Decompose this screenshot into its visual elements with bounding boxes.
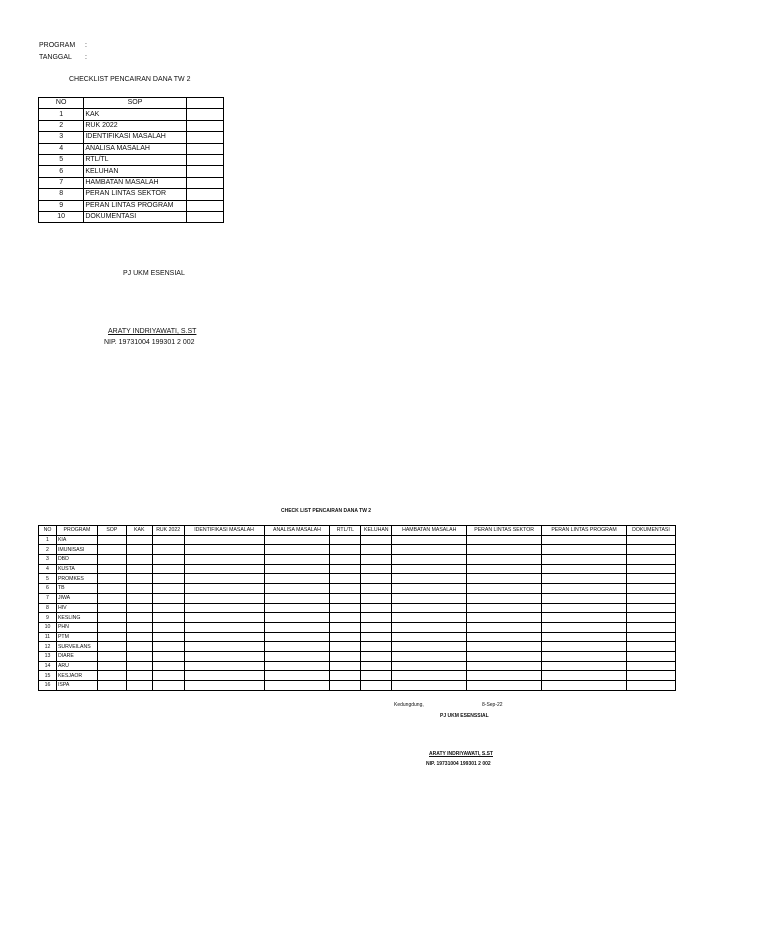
checklist-check-cell <box>626 574 675 584</box>
checklist-check-cell <box>152 651 184 661</box>
sop-table-row <box>39 166 224 177</box>
checklist-check-cell <box>626 671 675 681</box>
checklist-check-cell <box>392 555 467 565</box>
checklist-check-cell <box>126 681 152 691</box>
checklist-check-cell <box>126 584 152 594</box>
checklist-check-cell <box>184 545 264 555</box>
checklist-check-cell <box>264 661 330 671</box>
checklist-header-cell: RTL/TL <box>330 526 361 536</box>
checklist-check-cell <box>97 535 126 545</box>
checklist-check-cell <box>542 651 627 661</box>
checklist-row-no: 4 <box>39 564 57 574</box>
checklist-check-cell <box>184 681 264 691</box>
checklist-check-cell <box>97 661 126 671</box>
checklist-check-cell <box>184 584 264 594</box>
checklist-check-cell <box>626 681 675 691</box>
checklist-check-cell <box>392 661 467 671</box>
sop-row-no: 9 <box>39 200 84 211</box>
checklist-check-cell <box>330 564 361 574</box>
checklist-row <box>39 661 676 671</box>
checklist-check-cell <box>152 535 184 545</box>
checklist-check-cell <box>467 574 542 584</box>
checklist-check-cell <box>467 545 542 555</box>
sop-row-no: 3 <box>39 132 84 143</box>
checklist-check-cell <box>126 603 152 613</box>
checklist-row <box>39 632 676 642</box>
checklist-check-cell <box>361 613 392 623</box>
checklist-check-cell <box>184 535 264 545</box>
checklist-check-cell <box>184 574 264 584</box>
checklist-check-cell <box>126 642 152 652</box>
checklist-check-cell <box>97 545 126 555</box>
checklist-check-cell <box>361 584 392 594</box>
checklist-header-cell: RUK 2022 <box>152 526 184 536</box>
checklist-check-cell <box>97 681 126 691</box>
checklist-row-no: 3 <box>39 555 57 565</box>
document-title: CHECKLIST PENCAIRAN DANA TW 2 <box>69 76 191 83</box>
checklist-check-cell <box>152 593 184 603</box>
checklist-header-cell: PERAN LINTAS SEKTOR <box>467 526 542 536</box>
checklist-row <box>39 613 676 623</box>
checklist-check-cell <box>330 651 361 661</box>
sop-row-item: PERAN LINTAS PROGRAM <box>84 200 186 211</box>
checklist-check-cell <box>392 681 467 691</box>
checklist-check-cell <box>467 535 542 545</box>
checklist-check-cell <box>152 584 184 594</box>
checklist-check-cell <box>467 613 542 623</box>
checklist-check-cell <box>392 535 467 545</box>
checklist-check-cell <box>361 642 392 652</box>
checklist-check-cell <box>626 651 675 661</box>
checklist-check-cell <box>184 651 264 661</box>
sop-row-item: ANALISA MASALAH <box>84 143 186 154</box>
checklist-check-cell <box>126 593 152 603</box>
checklist-check-cell <box>152 661 184 671</box>
checklist-check-cell <box>392 671 467 681</box>
checklist-row <box>39 574 676 584</box>
sop-row-item: IDENTIFIKASI MASALAH <box>84 132 186 143</box>
checklist-check-cell <box>626 632 675 642</box>
checklist-check-cell <box>542 642 627 652</box>
checklist-header-cell: KAK <box>126 526 152 536</box>
checklist-check-cell <box>126 671 152 681</box>
program-colon: : <box>85 42 87 49</box>
checklist-check-cell <box>330 555 361 565</box>
sop-row-no: 8 <box>39 189 84 200</box>
checklist-row-program: DBD <box>56 555 97 565</box>
checklist-check-cell <box>392 584 467 594</box>
checklist-check-cell <box>361 632 392 642</box>
checklist-check-cell <box>467 564 542 574</box>
checklist-check-cell <box>626 545 675 555</box>
checklist-row-program: TB <box>56 584 97 594</box>
sop-row-item: PERAN LINTAS SEKTOR <box>84 189 186 200</box>
program-label: PROGRAM <box>39 42 76 49</box>
checklist-header-cell: HAMBATAN MASALAH <box>392 526 467 536</box>
checklist-row-program: JIWA <box>56 593 97 603</box>
sop-row-check-cell <box>186 109 223 120</box>
signature-top-name: ARATY INDRIYAWATI, S.ST <box>108 328 197 335</box>
checklist-check-cell <box>126 574 152 584</box>
checklist-check-cell <box>542 622 627 632</box>
checklist-row <box>39 681 676 691</box>
checklist-check-cell <box>152 622 184 632</box>
sop-row-check-cell <box>186 132 223 143</box>
checklist-check-cell <box>184 632 264 642</box>
checklist-check-cell <box>467 642 542 652</box>
checklist-row-program: KIA <box>56 535 97 545</box>
checklist-check-cell <box>184 661 264 671</box>
checklist-row <box>39 603 676 613</box>
checklist-check-cell <box>97 642 126 652</box>
checklist-check-cell <box>467 584 542 594</box>
checklist-row-program: IMUNISASI <box>56 545 97 555</box>
checklist-header-cell: DOKUMENTASI <box>626 526 675 536</box>
checklist-check-cell <box>97 564 126 574</box>
checklist-check-cell <box>97 671 126 681</box>
checklist-check-cell <box>264 584 330 594</box>
checklist-row-program: KUSTA <box>56 564 97 574</box>
checklist-check-cell <box>626 642 675 652</box>
checklist-check-cell <box>626 564 675 574</box>
sop-row-item: KAK <box>84 109 186 120</box>
checklist-row-program: ISPA <box>56 681 97 691</box>
checklist-check-cell <box>97 622 126 632</box>
checklist-check-cell <box>330 574 361 584</box>
checklist-check-cell <box>361 555 392 565</box>
checklist-check-cell <box>626 535 675 545</box>
checklist-check-cell <box>264 613 330 623</box>
checklist-check-cell <box>626 661 675 671</box>
checklist-row-program: SURVEILANS <box>56 642 97 652</box>
checklist-check-cell <box>97 632 126 642</box>
checklist-table <box>38 525 676 691</box>
checklist-check-cell <box>542 613 627 623</box>
sop-row-item: KELUHAN <box>84 166 186 177</box>
checklist-row-program: KESJAOR <box>56 671 97 681</box>
sop-table-row <box>39 143 224 154</box>
checklist-header-cell: SOP <box>97 526 126 536</box>
checklist-check-cell <box>126 564 152 574</box>
checklist-header-cell: PROGRAM <box>56 526 97 536</box>
checklist-row <box>39 545 676 555</box>
checklist-row-program: PROMKES <box>56 574 97 584</box>
checklist-row <box>39 671 676 681</box>
sop-table-header-row <box>39 98 224 109</box>
checklist-check-cell <box>264 671 330 681</box>
sop-table-row <box>39 211 224 222</box>
checklist-header-row <box>39 526 676 536</box>
checklist-check-cell <box>361 535 392 545</box>
sop-row-no: 2 <box>39 120 84 131</box>
checklist-check-cell <box>184 613 264 623</box>
tanggal-label: TANGGAL <box>39 54 72 61</box>
checklist-check-cell <box>626 613 675 623</box>
checklist-header-cell: IDENTIFIKASI MASALAH <box>184 526 264 536</box>
checklist-header-cell: PERAN LINTAS PROGRAM <box>542 526 627 536</box>
checklist-check-cell <box>152 642 184 652</box>
checklist-row-program: ARU <box>56 661 97 671</box>
checklist-check-cell <box>542 632 627 642</box>
sop-row-no: 10 <box>39 211 84 222</box>
checklist-check-cell <box>392 574 467 584</box>
signature-bottom-name: ARATY INDRIYAWATI, S.ST <box>429 751 493 757</box>
checklist-check-cell <box>626 593 675 603</box>
checklist-check-cell <box>330 535 361 545</box>
checklist-check-cell <box>97 651 126 661</box>
sop-row-no: 4 <box>39 143 84 154</box>
checklist-row-program: KESLING <box>56 613 97 623</box>
checklist-row <box>39 622 676 632</box>
signature-bottom-role: PJ UKM ESENSSIAL <box>440 713 489 719</box>
checklist-check-cell <box>392 613 467 623</box>
checklist-check-cell <box>184 593 264 603</box>
checklist-check-cell <box>542 661 627 671</box>
checklist-check-cell <box>361 564 392 574</box>
checklist-check-cell <box>467 593 542 603</box>
checklist-check-cell <box>126 651 152 661</box>
sop-row-item: DOKUMENTASI <box>84 211 186 222</box>
sop-row-check-cell <box>186 177 223 188</box>
checklist-check-cell <box>542 603 627 613</box>
checklist-check-cell <box>392 603 467 613</box>
checklist-check-cell <box>467 661 542 671</box>
checklist-check-cell <box>392 632 467 642</box>
checklist-check-cell <box>264 603 330 613</box>
checklist-check-cell <box>626 603 675 613</box>
checklist-check-cell <box>97 555 126 565</box>
sop-table-row <box>39 189 224 200</box>
checklist-check-cell <box>361 622 392 632</box>
sop-row-check-cell <box>186 166 223 177</box>
checklist-row-program: DIARE <box>56 651 97 661</box>
checklist-row-no: 13 <box>39 651 57 661</box>
checklist-check-cell <box>361 603 392 613</box>
sop-header-sop: SOP <box>84 98 186 109</box>
checklist-check-cell <box>361 593 392 603</box>
checklist-check-cell <box>97 593 126 603</box>
signature-bottom-nip: NIP. 19731004 199301 2 002 <box>426 761 491 767</box>
checklist-check-cell <box>97 603 126 613</box>
checklist-check-cell <box>126 661 152 671</box>
checklist-check-cell <box>330 661 361 671</box>
checklist-check-cell <box>392 593 467 603</box>
checklist-check-cell <box>392 545 467 555</box>
sop-row-item: HAMBATAN MASALAH <box>84 177 186 188</box>
checklist-check-cell <box>330 681 361 691</box>
tanggal-colon: : <box>85 54 87 61</box>
signature-bottom-place: Kedungdung, <box>394 702 424 708</box>
checklist-check-cell <box>152 681 184 691</box>
checklist-check-cell <box>264 545 330 555</box>
checklist-row-no: 12 <box>39 642 57 652</box>
checklist-row <box>39 535 676 545</box>
checklist-check-cell <box>626 584 675 594</box>
sop-table-row <box>39 200 224 211</box>
checklist-row-no: 5 <box>39 574 57 584</box>
signature-top-role: PJ UKM ESENSIAL <box>123 270 185 277</box>
checklist-check-cell <box>152 545 184 555</box>
checklist-check-cell <box>152 603 184 613</box>
checklist-check-cell <box>152 632 184 642</box>
checklist-check-cell <box>264 593 330 603</box>
sop-row-item: RTL/TL <box>84 154 186 165</box>
checklist-check-cell <box>467 622 542 632</box>
checklist-check-cell <box>361 574 392 584</box>
checklist-check-cell <box>184 622 264 632</box>
checklist-check-cell <box>542 545 627 555</box>
checklist-check-cell <box>330 671 361 681</box>
sop-row-check-cell <box>186 120 223 131</box>
checklist-check-cell <box>184 642 264 652</box>
checklist-check-cell <box>361 661 392 671</box>
checklist-check-cell <box>126 535 152 545</box>
checklist-row-no: 15 <box>39 671 57 681</box>
checklist-check-cell <box>361 651 392 661</box>
checklist-header-cell: ANALISA MASALAH <box>264 526 330 536</box>
checklist-check-cell <box>542 564 627 574</box>
checklist-check-cell <box>264 535 330 545</box>
checklist-check-cell <box>542 671 627 681</box>
sop-header-no: NO <box>39 98 84 109</box>
checklist-row-no: 16 <box>39 681 57 691</box>
checklist-check-cell <box>361 545 392 555</box>
sop-row-no: 7 <box>39 177 84 188</box>
checklist-check-cell <box>467 681 542 691</box>
checklist-check-cell <box>152 613 184 623</box>
checklist-row-program: PTM <box>56 632 97 642</box>
checklist-check-cell <box>152 564 184 574</box>
checklist-row <box>39 593 676 603</box>
checklist-check-cell <box>542 535 627 545</box>
checklist-row <box>39 564 676 574</box>
checklist-row-no: 1 <box>39 535 57 545</box>
sop-table-row <box>39 177 224 188</box>
checklist-header-cell: NO <box>39 526 57 536</box>
sop-table-row <box>39 132 224 143</box>
checklist-check-cell <box>264 622 330 632</box>
checklist-check-cell <box>97 584 126 594</box>
checklist-check-cell <box>126 613 152 623</box>
checklist-check-cell <box>152 574 184 584</box>
checklist-check-cell <box>126 545 152 555</box>
checklist-check-cell <box>184 671 264 681</box>
sop-table-row <box>39 154 224 165</box>
sop-row-check-cell <box>186 200 223 211</box>
checklist-row <box>39 651 676 661</box>
checklist-row-program: PHN <box>56 622 97 632</box>
checklist-check-cell <box>264 555 330 565</box>
checklist-row-no: 7 <box>39 593 57 603</box>
checklist-check-cell <box>126 622 152 632</box>
checklist-check-cell <box>97 613 126 623</box>
checklist-check-cell <box>542 593 627 603</box>
checklist-row-no: 2 <box>39 545 57 555</box>
checklist-check-cell <box>330 593 361 603</box>
checklist-row-no: 11 <box>39 632 57 642</box>
checklist-check-cell <box>542 681 627 691</box>
checklist-check-cell <box>126 555 152 565</box>
checklist-check-cell <box>264 564 330 574</box>
checklist-check-cell <box>330 632 361 642</box>
checklist-row-program: HIV <box>56 603 97 613</box>
checklist-check-cell <box>330 642 361 652</box>
checklist-check-cell <box>152 671 184 681</box>
checklist-check-cell <box>184 564 264 574</box>
sop-row-no: 6 <box>39 166 84 177</box>
checklist-row <box>39 584 676 594</box>
checklist-row-no: 8 <box>39 603 57 613</box>
checklist-check-cell <box>152 555 184 565</box>
checklist-check-cell <box>467 651 542 661</box>
sop-row-no: 5 <box>39 154 84 165</box>
sop-table <box>38 97 224 223</box>
checklist-check-cell <box>264 651 330 661</box>
checklist-row <box>39 555 676 565</box>
checklist-check-cell <box>264 574 330 584</box>
checklist-check-cell <box>330 584 361 594</box>
signature-bottom-date: 8-Sep-22 <box>482 702 503 708</box>
checklist-check-cell <box>361 681 392 691</box>
checklist-check-cell <box>467 671 542 681</box>
checklist-check-cell <box>626 622 675 632</box>
checklist-row-no: 14 <box>39 661 57 671</box>
checklist-check-cell <box>264 632 330 642</box>
signature-top-nip: NIP. 19731004 199301 2 002 <box>104 339 195 346</box>
checklist-check-cell <box>361 671 392 681</box>
checklist-check-cell <box>330 545 361 555</box>
checklist-check-cell <box>626 555 675 565</box>
sop-row-check-cell <box>186 154 223 165</box>
checklist-check-cell <box>330 613 361 623</box>
checklist-row <box>39 642 676 652</box>
checklist-check-cell <box>392 564 467 574</box>
checklist-check-cell <box>392 622 467 632</box>
checklist-check-cell <box>467 603 542 613</box>
checklist-check-cell <box>330 603 361 613</box>
checklist-check-cell <box>184 555 264 565</box>
sop-row-item: RUK 2022 <box>84 120 186 131</box>
sop-table-row <box>39 120 224 131</box>
checklist-check-cell <box>264 681 330 691</box>
checklist-check-cell <box>542 574 627 584</box>
checklist-check-cell <box>264 642 330 652</box>
checklist-check-cell <box>126 632 152 642</box>
checklist-header-cell: KELUHAN <box>361 526 392 536</box>
sop-row-check-cell <box>186 211 223 222</box>
checklist-check-cell <box>542 555 627 565</box>
checklist-check-cell <box>392 642 467 652</box>
sop-header-blank <box>186 98 223 109</box>
checklist-row-no: 6 <box>39 584 57 594</box>
checklist-check-cell <box>467 555 542 565</box>
sop-row-no: 1 <box>39 109 84 120</box>
checklist-check-cell <box>542 584 627 594</box>
checklist-check-cell <box>184 603 264 613</box>
sop-table-row <box>39 109 224 120</box>
checklist-check-cell <box>467 632 542 642</box>
sop-row-check-cell <box>186 143 223 154</box>
checklist-title: CHECK LIST PENCAIRAN DANA TW 2 <box>281 508 372 514</box>
sop-row-check-cell <box>186 189 223 200</box>
checklist-row-no: 9 <box>39 613 57 623</box>
checklist-check-cell <box>97 574 126 584</box>
checklist-check-cell <box>392 651 467 661</box>
checklist-check-cell <box>330 622 361 632</box>
checklist-row-no: 10 <box>39 622 57 632</box>
